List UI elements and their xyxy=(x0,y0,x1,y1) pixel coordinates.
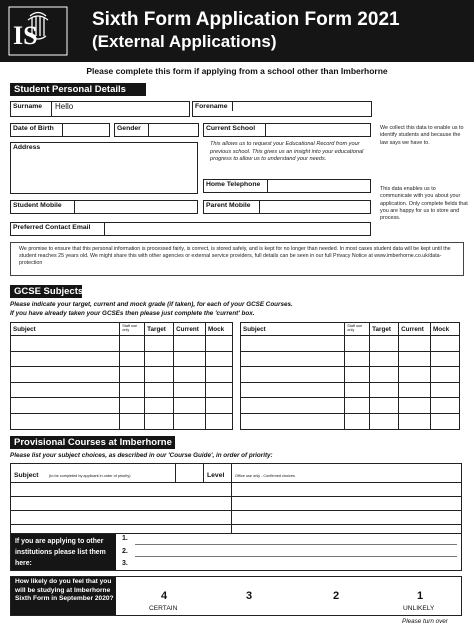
likelihood-option-3[interactable]: 3 xyxy=(245,590,253,602)
gcse-row-cell[interactable] xyxy=(370,336,399,352)
footer-turn-over: Please turn over xyxy=(402,618,448,625)
gcse-row-cell[interactable] xyxy=(431,398,460,414)
gcse-row-cell[interactable] xyxy=(370,367,399,383)
surname-label: Surname xyxy=(11,102,52,116)
gcse-row-cell[interactable] xyxy=(345,413,370,429)
gcse-row-cell[interactable] xyxy=(145,367,174,383)
gender-field[interactable] xyxy=(114,123,199,137)
gcse-row-cell[interactable] xyxy=(206,398,233,414)
email-field[interactable] xyxy=(10,222,371,236)
gcse-row-cell[interactable] xyxy=(174,382,206,398)
provisional-office-cell xyxy=(232,497,462,511)
gcse-row-cell[interactable] xyxy=(431,336,460,352)
personal-details-heading: Student Personal Details xyxy=(10,83,146,96)
gcse-row-cell[interactable] xyxy=(120,336,145,352)
gcse-row-cell[interactable] xyxy=(241,367,345,383)
gcse-row xyxy=(11,351,233,367)
gcse-row xyxy=(11,398,233,414)
home-phone-label: Home Telephone xyxy=(204,180,268,192)
gcse-row-cell[interactable] xyxy=(241,382,345,398)
gcse-row-cell[interactable] xyxy=(174,367,206,383)
gcse-row-cell[interactable] xyxy=(11,413,120,429)
institution-3-number: 3. xyxy=(122,560,128,567)
likelihood-option-2[interactable]: 2 xyxy=(332,590,340,602)
gcse-row-cell[interactable] xyxy=(241,351,345,367)
parent-mobile-field[interactable] xyxy=(203,200,371,214)
gcse-heading: GCSE Subjects xyxy=(10,285,82,298)
gcse-table-right xyxy=(240,322,460,430)
prov-office-note: Office use only - Confirmed choices xyxy=(235,474,295,478)
gcse-row-cell[interactable] xyxy=(241,413,345,429)
dob-label: Date of Birth xyxy=(11,124,63,136)
gcse-row-cell[interactable] xyxy=(145,413,174,429)
privacy-note: We promise to ensure that this personal information is processed fairly, is correct, is stored safely, and is kept for no longer than needed. In most cases student data will be kept until the student reaches 25 years old. We might share this with other agencies or external service providers, full details can be seen in our full Privacy Notice at www.imberhorne.co.uk/data-protection xyxy=(19,246,451,267)
scale-unlikely-label: UNLIKELY xyxy=(403,605,435,612)
gcse-row-cell[interactable] xyxy=(174,413,206,429)
gcse-row-cell[interactable] xyxy=(370,351,399,367)
institution-1-line[interactable] xyxy=(135,544,457,545)
student-mobile-label: Student Mobile xyxy=(11,201,75,213)
gcse-row-cell[interactable] xyxy=(120,398,145,414)
provisional-subject-cell[interactable] xyxy=(11,497,232,511)
col-subject: Subject xyxy=(11,323,120,336)
gcse-row-cell[interactable] xyxy=(11,336,120,352)
col-target: Target xyxy=(370,323,399,336)
gcse-row-cell[interactable] xyxy=(345,367,370,383)
provisional-row xyxy=(11,511,462,525)
gcse-row xyxy=(11,382,233,398)
scale-certain-label: CERTAIN xyxy=(149,605,178,612)
gcse-row-cell[interactable] xyxy=(120,367,145,383)
gcse-row-cell[interactable] xyxy=(431,413,460,429)
gcse-row-cell[interactable] xyxy=(206,336,233,352)
gcse-row-cell[interactable] xyxy=(345,382,370,398)
gcse-row xyxy=(241,351,460,367)
gcse-row-cell[interactable] xyxy=(399,367,431,383)
current-school-field[interactable] xyxy=(203,123,371,137)
institution-2-line[interactable] xyxy=(135,556,457,557)
gcse-row xyxy=(241,413,460,429)
gcse-row xyxy=(241,336,460,352)
gcse-row-cell[interactable] xyxy=(431,351,460,367)
provisional-instruction: Please list your subject choices, as described in our 'Course Guide', in order of priority: xyxy=(10,452,273,459)
current-school-label: Current School xyxy=(204,124,266,136)
col-staff-use: Staff use only xyxy=(345,323,370,336)
institution-2-number: 2. xyxy=(122,548,128,555)
gcse-row xyxy=(241,367,460,383)
gcse-row-cell[interactable] xyxy=(431,382,460,398)
gcse-row-cell[interactable] xyxy=(399,336,431,352)
gcse-row-cell[interactable] xyxy=(370,413,399,429)
gcse-row-cell[interactable] xyxy=(174,336,206,352)
col-subject: Subject xyxy=(241,323,345,336)
gcse-row-cell[interactable] xyxy=(241,398,345,414)
gcse-row-cell[interactable] xyxy=(120,351,145,367)
gcse-row-cell[interactable] xyxy=(206,413,233,429)
gcse-table-left xyxy=(10,322,233,430)
address-label: Address xyxy=(13,144,41,151)
gcse-row-cell[interactable] xyxy=(11,351,120,367)
col-mock: Mock xyxy=(206,323,233,336)
provisional-row xyxy=(11,497,462,511)
contact-side-note: This data enables us to communicate with you about your application. Only complete fields that you are happy for us to store and process. xyxy=(380,186,468,222)
gcse-row xyxy=(11,367,233,383)
likelihood-option-1[interactable]: 1 xyxy=(416,590,424,602)
surname-field[interactable] xyxy=(10,101,190,117)
prov-subject-note: (to be completed by applicant in order of priority) xyxy=(49,474,131,478)
gcse-row-cell[interactable] xyxy=(399,413,431,429)
col-staff-use: Staff use only xyxy=(120,323,145,336)
gcse-row-cell[interactable] xyxy=(399,398,431,414)
gcse-row-cell[interactable] xyxy=(11,367,120,383)
address-field[interactable] xyxy=(10,142,198,194)
gcse-row-cell[interactable] xyxy=(206,351,233,367)
other-institutions-question: If you are applying to other institutions please list them here: xyxy=(15,538,106,568)
parent-mobile-label: Parent Mobile xyxy=(204,201,260,213)
prov-subject-label: Subject xyxy=(14,472,39,479)
gcse-instruction-2: If you have already taken your GCSEs then please just complete the 'current' box. xyxy=(10,310,255,317)
home-phone-field[interactable] xyxy=(203,179,371,193)
forename-label: Forename xyxy=(193,102,233,111)
provisional-subject-cell[interactable] xyxy=(11,511,232,525)
provisional-subject-cell[interactable] xyxy=(11,483,232,497)
svg-text:IS: IS xyxy=(13,21,38,50)
privacy-box xyxy=(10,242,464,276)
gcse-row-cell[interactable] xyxy=(11,398,120,414)
gcse-row-cell[interactable] xyxy=(370,382,399,398)
email-label: Preferred Contact Email xyxy=(11,223,105,235)
school-crest-logo xyxy=(8,6,68,56)
gcse-row-cell[interactable] xyxy=(370,398,399,414)
gender-label: Gender xyxy=(115,124,149,136)
prov-office-header xyxy=(232,464,462,483)
provisional-office-cell xyxy=(232,511,462,525)
provisional-office-cell xyxy=(232,483,462,497)
likelihood-question: How likely do you feel that you will be studying at Imberhorne Sixth Form in September 2020? xyxy=(15,578,114,603)
prov-level-header xyxy=(204,464,232,483)
gcse-row-cell[interactable] xyxy=(345,351,370,367)
likelihood-option-4[interactable]: 4 xyxy=(160,590,168,602)
gcse-row-cell[interactable] xyxy=(120,382,145,398)
gcse-row-cell[interactable] xyxy=(145,336,174,352)
col-target: Target xyxy=(145,323,174,336)
gcse-row-cell[interactable] xyxy=(11,382,120,398)
col-current: Current xyxy=(399,323,431,336)
gcse-row xyxy=(241,398,460,414)
student-mobile-field[interactable] xyxy=(10,200,198,214)
col-mock: Mock xyxy=(431,323,460,336)
gcse-row-cell[interactable] xyxy=(174,351,206,367)
gcse-row xyxy=(11,413,233,429)
gcse-row-cell[interactable] xyxy=(399,351,431,367)
col-current: Current xyxy=(174,323,206,336)
gcse-row-cell[interactable] xyxy=(345,336,370,352)
gcse-row xyxy=(11,336,233,352)
institution-1-number: 1. xyxy=(122,535,128,542)
identity-side-note: We collect this data to enable us to identify students and because the law says we have to. xyxy=(380,125,464,146)
gcse-row-cell[interactable] xyxy=(241,336,345,352)
gcse-row-cell[interactable] xyxy=(174,398,206,414)
form-title: Sixth Form Application Form 2021 xyxy=(92,9,400,30)
dob-field[interactable] xyxy=(10,123,110,137)
gcse-row-cell[interactable] xyxy=(145,398,174,414)
gcse-instruction-1: Please indicate your target, current and mock grade (if taken), for each of your GCSE Courses. xyxy=(10,301,293,308)
intro-text: Please complete this form if applying from a school other than Imberhorne xyxy=(86,66,388,76)
gcse-row-cell[interactable] xyxy=(145,382,174,398)
gcse-row xyxy=(241,382,460,398)
gcse-row-cell[interactable] xyxy=(345,398,370,414)
gcse-row-cell[interactable] xyxy=(431,367,460,383)
gcse-row-cell[interactable] xyxy=(399,382,431,398)
provisional-row xyxy=(11,483,462,497)
school-note: This allows us to request your Educational Record from your previous school. This gives us an insight into your educational progress to allow us to understand your needs. xyxy=(210,141,364,163)
provisional-heading: Provisional Courses at Imberhorne xyxy=(10,436,175,449)
forename-field[interactable] xyxy=(192,101,372,117)
gcse-row-cell[interactable] xyxy=(206,367,233,383)
prov-subject-header xyxy=(11,464,176,483)
surname-value: Hello xyxy=(55,102,74,111)
provisional-table xyxy=(10,463,462,539)
gcse-row-cell[interactable] xyxy=(120,413,145,429)
gcse-row-cell[interactable] xyxy=(145,351,174,367)
gcse-row-cell[interactable] xyxy=(206,382,233,398)
form-subtitle: (External Applications) xyxy=(92,32,277,51)
prov-level-label: Level xyxy=(207,472,225,479)
